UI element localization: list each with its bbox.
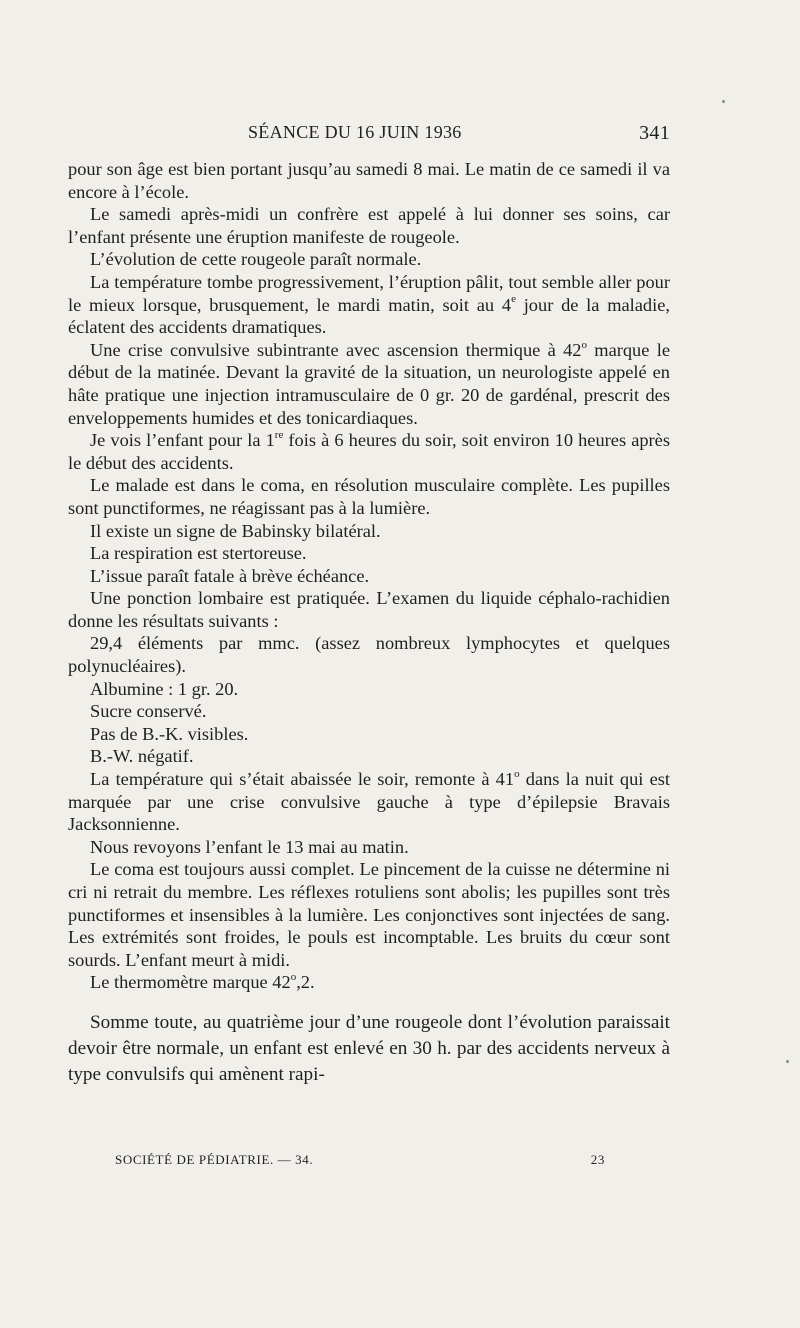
paragraph: Le samedi après-midi un confrère est appelé à lui donner ses soins, car l’enfant présente une éruption manifeste de rougeole. bbox=[68, 204, 670, 247]
footer-signature: SOCIÉTÉ DE PÉDIATRIE. — 34. bbox=[115, 1152, 314, 1167]
paragraph: pour son âge est bien portant jusqu’au samedi 8 mai. Le matin de ce samedi il va encore à l’école. bbox=[68, 159, 670, 202]
paragraph: Le malade est dans le coma, en résolution musculaire complète. Les pupilles sont punctiformes, ne réagissant pas à la lumière. bbox=[68, 475, 670, 518]
paragraph: La température qui s’était abaissée le soir, remonte à 41$^o$ dans la nuit qui est marquée par une crise convulsive gauche à type d’épilepsie Bravais Jacksonnienne. bbox=[68, 767, 671, 835]
scan-speck bbox=[722, 100, 725, 103]
paragraph: Nous revoyons l’enfant le 13 mai au matin. bbox=[90, 836, 409, 857]
paragraph: La température tombe progressivement, l’éruption pâlit, tout semble aller pour le mieux lorsque, brusquement, le mardi matin, soit au 4e jour de la maladie, éclatent des accidents dramatiques. bbox=[68, 271, 670, 338]
running-title: SÉANCE DU 16 JUIN 1936 bbox=[248, 122, 462, 142]
paragraph: Le coma est toujours aussi complet. Le pincement de la cuisse ne détermine ni cri ni retrait du membre. Les réflexes rotuliens sont abolis; les pupilles sont très punctiformes et insensibles à la lumière. Les conjonctives sont injectées de sang. Les extrémités sont froides, le pouls est incomptable. Les bruits du cœur sont sourds. L’enfant meurt à midi. bbox=[68, 859, 670, 970]
paragraph: La respiration est stertoreuse. bbox=[90, 543, 307, 564]
running-header bbox=[90, 118, 670, 148]
paragraph: Le thermomètre marque 42$^o$,2. bbox=[90, 971, 315, 993]
paragraph: Pas de B.-K. visibles. bbox=[90, 723, 249, 744]
paragraph: L’évolution de cette rougeole paraît normale. bbox=[90, 249, 422, 270]
footer-signature-number: 23 bbox=[590, 1152, 605, 1167]
paragraph: Une crise convulsive subintrante avec ascension thermique à 42$^o$ marque le début de la matinée. Devant la gravité de la situation, un neurologiste appelé en hâte pratique une injection intramusculaire de 0 gr. 20 de gardénal, prescrit des enveloppements humides et des tonicardiaques. bbox=[68, 338, 670, 428]
paragraph: B.-W. négatif. bbox=[90, 746, 194, 767]
page-number: 341 bbox=[639, 122, 670, 144]
paragraph-summary: Somme toute, au quatrième jour d’une rougeole dont l’évolution paraissait devoir être normale, un enfant est enlevé en 30 h. par des accidents nerveux à type convulsifs qui amènent rapi- bbox=[68, 1011, 670, 1085]
page-footer bbox=[115, 1152, 605, 1174]
paragraph: 29,4 éléments par mmc. (assez nombreux lymphocytes et quelques polynucléaires). bbox=[68, 633, 670, 677]
paragraph: Sucre conservé. bbox=[90, 701, 207, 722]
scan-speck bbox=[786, 1060, 789, 1063]
paragraph: Je vois l’enfant pour la 1re fois à 6 heures du soir, soit environ 10 heures après le début des accidents. bbox=[68, 429, 671, 473]
article-body bbox=[68, 158, 670, 1088]
paragraph: Il existe un signe de Babinsky bilatéral. bbox=[90, 520, 381, 541]
paragraph: L’issue paraît fatale à brève échéance. bbox=[90, 565, 370, 586]
paragraph: Une ponction lombaire est pratiquée. L’examen du liquide céphalo-rachidien donne les résultats suivants : bbox=[68, 588, 670, 631]
paragraph: Albumine : 1 gr. 20. bbox=[90, 678, 239, 699]
